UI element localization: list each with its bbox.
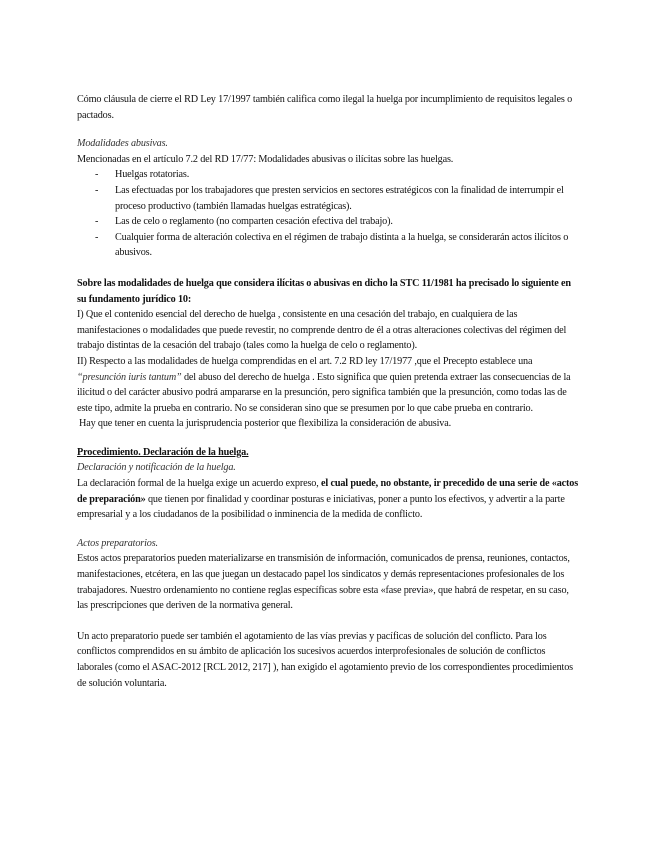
actos-paragraph-2: Un acto preparatorio puede ser también el agotamiento de las vías previas y pacíficas de solución del conflicto. Para los conflictos comprendidos en su ámbito de aplicación los sucesivos acuerdos interprofesionales de solución de conflictos laborales (como el ASAC-2012 [RCL 2012, 217] ), han exigido el agotamiento previo de los correspondientes procedimientos de solución voluntaria. xyxy=(77,630,573,689)
actos-paragraph-1: Estos actos preparatorios pueden materializarse en transmisión de información, comunicados de prensa, reuniones, contactos, manifestaciones, etcétera, en las que juegan un destacado papel los sindicatos y demás representaciones profesionales de los trabajadores. Nuestro ordenamiento no contiene reglas específicas sobre esta «fase previa», que habrá de respetar, en su caso, las prescripciones que deriven de la normativa general. xyxy=(77,553,570,612)
procedimiento-bold-phrase: el cual puede, no obstante, ir precedido de una serie de «actos de preparación» xyxy=(77,478,579,505)
list-item: - Las de celo o reglamento (no comparten cesación efectiva del trabajo). xyxy=(77,214,582,230)
procedimiento-paragraph-end: que tienen por finalidad y coordinar posturas e iniciativas, poner a punto los efectivos, y advertir a la parte empresarial y a los ciudadanos de la posibilidad o inminencia de la medida de conflicto. xyxy=(77,493,565,521)
list-item: - Huelgas rotatorias. xyxy=(77,167,582,183)
procedimiento-heading: Procedimiento. Declaración de la huelga. xyxy=(77,446,249,458)
modalidades-lead: Mencionadas en el artículo 7.2 del RD 17/77: Modalidades abusivas o ilícitas sobre las huelgas. xyxy=(77,153,454,165)
modalidades-heading: Modalidades abusivas. xyxy=(77,138,168,150)
stc-heading: Sobre las modalidades de huelga que considera ilícitas o abusivas en dicho la STC 11/1981 ha precisado lo siguiente en su fundamento jurídico 10: xyxy=(77,277,571,305)
stc-paragraph-2 xyxy=(77,354,582,416)
actos-heading: Actos preparatorios. xyxy=(77,537,158,549)
presuncion-quote: “presunción iuris tantum” xyxy=(77,371,182,383)
procedimiento-subheading: Declaración y notificación de la huelga. xyxy=(77,462,236,474)
stc-paragraph-2-start: II) Respecto a las modalidades de huelga comprendidas en el art. 7.2 RD ley 17/1977 ,que el Precepto establece una xyxy=(77,355,533,367)
document-page xyxy=(77,92,582,691)
procedimiento-paragraph xyxy=(77,476,582,523)
stc-paragraph-1: I) Que el contenido esencial del derecho de huelga , consistente en una cesación del trabajo, en cualquiera de las manifestaciones o modalidades que puede revestir, no comprende dentro de él a otras alteraciones colectivas del régimen del trabajo distintas de la cesación del trabajo (tales como la huelga de celo o reglamento). xyxy=(77,309,567,352)
list-item: - Las efectuadas por los trabajadores que presten servicios en sectores estratégicos con la finalidad de interrumpir el proceso productivo (también llamadas huelgas estratégicas). xyxy=(77,183,582,214)
stc-paragraph-2-end: del abuso del derecho de huelga . Esto significa que quien pretenda extraer las consecuencias de la ilicitud o del carácter abusivo podrá ampararse en la presunción, pero significa también que la presunción, como todas las de este tipo, admite la prueba en contrario. No se consideran sino que se presumen por lo que cabe prueba en contrario. xyxy=(77,371,571,414)
procedimiento-paragraph-start: La declaración formal de la huelga exige un acuerdo expreso, xyxy=(77,478,322,490)
intro-paragraph: Cómo cláusula de cierre el RD Ley 17/1997 también califica como ilegal la huelga por incumplimiento de requisitos legales o pactados. xyxy=(77,94,573,121)
modalidades-list xyxy=(77,167,582,261)
list-item: - Cualquier forma de alteración colectiva en el régimen de trabajo distinta a la huelga, se considerarán actos ilícitos o abusivos. xyxy=(77,230,582,261)
stc-note: Hay que tener en cuenta la jurisprudencia posterior que flexibiliza la consideración de abusiva. xyxy=(79,418,452,430)
